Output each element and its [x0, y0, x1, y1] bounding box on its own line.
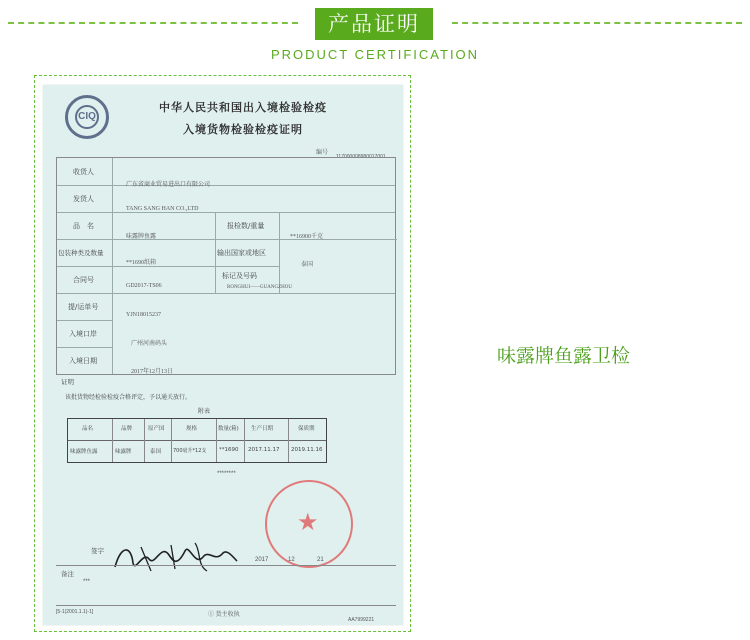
attachment-header: 生产日期: [251, 426, 274, 432]
document-title: 入境货物检验检疫证明: [183, 123, 303, 136]
ciq-logo-text: CIQ: [75, 105, 99, 129]
contract-label: 合同号: [73, 276, 94, 284]
product-name-value: 味露牌鱼露: [126, 234, 157, 240]
bill-label: 提/运单号: [68, 303, 99, 311]
consignee-value: 广东省商业贸易进出口有限公司: [126, 182, 211, 188]
attachment-cell: 味露牌: [115, 449, 132, 455]
package-value: **1690纸箱: [126, 260, 157, 266]
entry-date-label: 入境日期: [69, 357, 97, 365]
grid-divider: [57, 347, 112, 348]
authority-title: 中华人民共和国出入境检验检疫: [159, 101, 327, 114]
page-subtitle: PRODUCT CERTIFICATION: [270, 47, 480, 62]
country-value: 泰国: [301, 262, 314, 268]
attachment-header: 原产国: [148, 426, 165, 432]
entry-date-value: 2017年12月13日: [131, 369, 174, 375]
header-line-left: [8, 22, 298, 24]
certificate-number: 117000008980017001: [336, 154, 386, 160]
grid-divider: [215, 212, 216, 293]
grid-divider: [57, 185, 395, 186]
attachment-cell: 2019.11.16: [291, 447, 323, 453]
grid-divider: [215, 266, 279, 267]
date-day: 21: [317, 557, 324, 563]
attachment-end-mark: ********: [217, 471, 236, 477]
fields-table: [56, 157, 396, 375]
attachment-divider: [244, 419, 245, 462]
grid-divider: [279, 212, 280, 293]
product-name-label: 品 名: [73, 222, 94, 230]
attachment-divider: [112, 419, 113, 462]
package-label: 包装种类及数量: [58, 249, 104, 257]
attachment-divider: [288, 419, 289, 462]
attachment-header: 品名: [82, 426, 94, 432]
attachment-divider: [144, 419, 145, 462]
attachment-cell: 泰国: [150, 449, 162, 455]
weight-value: **16900千克: [290, 234, 324, 240]
signature-label: 签字: [91, 547, 104, 555]
grid-divider: [57, 212, 395, 213]
attachment-cell: **1690: [219, 447, 239, 453]
grid-divider: [57, 293, 395, 294]
notes-value: ***: [83, 579, 91, 585]
attachment-title: 附表: [198, 408, 211, 415]
contract-value: GD2017-TS06: [126, 283, 162, 289]
attachment-header: 品牌: [121, 426, 133, 432]
attachment-divider: [216, 419, 217, 462]
bill-value: YJN18015237: [126, 312, 162, 318]
notes-label: 备注: [61, 570, 74, 578]
entry-port-value: 广州河南码头: [131, 341, 168, 347]
attachment-divider: [171, 419, 172, 462]
weight-label: 报检数/重量: [227, 222, 265, 230]
notes-separator: [56, 565, 396, 566]
date-month: 12: [288, 557, 295, 563]
attachment-header: 规格: [186, 426, 198, 432]
signature-scribble: [111, 537, 241, 577]
marks-label: 标记及号码: [222, 272, 257, 280]
copy-holder: ① 货主收执: [208, 612, 240, 618]
attachment-cell: 味露牌鱼露: [70, 449, 98, 455]
attachment-cell: 700毫升*12支: [173, 448, 207, 454]
serial-number: AA7999221: [348, 617, 375, 623]
attachment-header: 保质期: [298, 426, 315, 432]
consignee-label: 收货人: [73, 168, 94, 176]
footer-separator: [56, 605, 396, 606]
attachment-cell: 2017.11.17: [248, 447, 280, 453]
remark-label: 证明: [61, 378, 74, 386]
certificate-document: [43, 85, 403, 625]
entry-port-label: 入境口岸: [69, 330, 97, 338]
consignor-value: TANG SANG HAN CO.,LTD: [126, 206, 199, 212]
attachment-table: [67, 418, 327, 463]
inspection-stamp: [265, 480, 353, 568]
page-title: 产品证明: [315, 8, 433, 40]
remark-text: 该批货物经检验检疫合格评定，予以通关放行。: [65, 394, 192, 401]
number-label: 编号: [316, 150, 329, 156]
attachment-header: 数量(箱): [218, 426, 239, 432]
consignor-label: 发货人: [73, 195, 94, 203]
grid-divider: [57, 266, 215, 267]
form-code: [5-1(2001.1.1)-1]: [56, 609, 94, 615]
header-line-right: [452, 22, 742, 24]
product-caption: 味露牌鱼露卫检: [497, 345, 631, 367]
marks-value: RONGHUI——GUANGZHOU: [227, 285, 292, 290]
date-year: 2017: [255, 557, 269, 563]
stamp-star-icon: ★: [297, 508, 319, 536]
country-label: 输出国家或地区: [217, 249, 266, 257]
grid-divider: [57, 320, 112, 321]
